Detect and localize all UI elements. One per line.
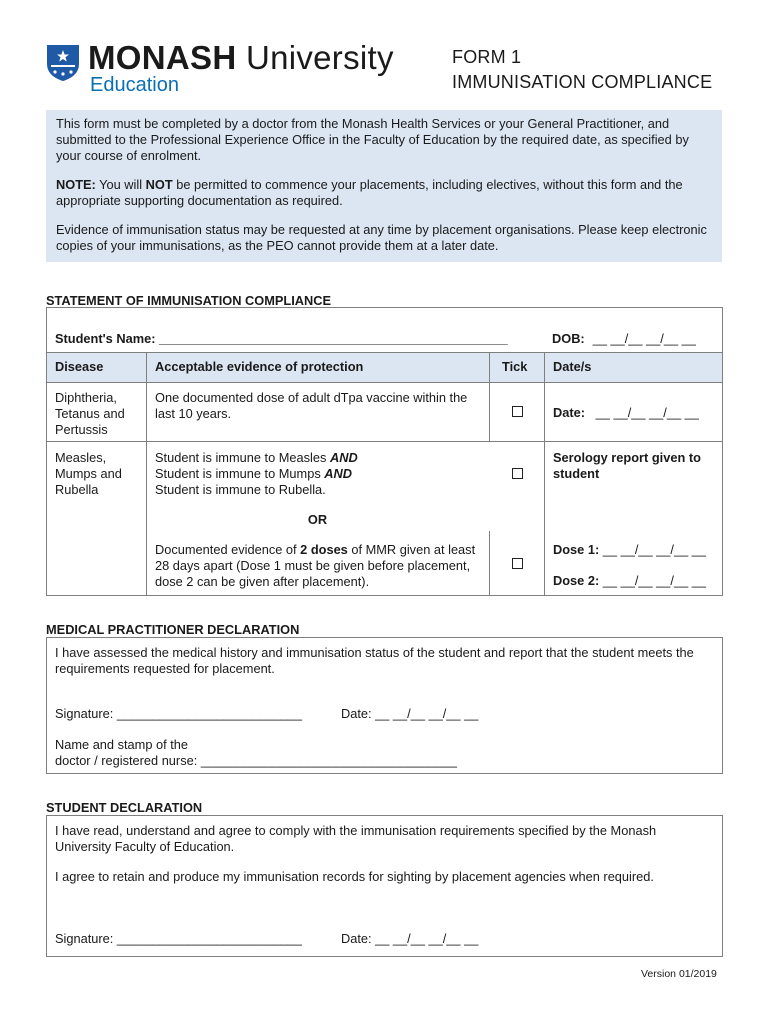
tick-checkbox-dtp[interactable]: [512, 406, 523, 417]
column-header-dates: Date/s: [553, 359, 592, 374]
doctor-name-stamp-field[interactable]: Name and stamp of the doctor / registered nurse: ____________________________________: [55, 737, 458, 768]
disease-mmr: Measles, Mumps and Rubella: [55, 450, 122, 497]
tick-checkbox-serology[interactable]: [512, 468, 523, 479]
table-header: [47, 352, 722, 382]
divider: [47, 382, 722, 383]
medical-declaration-text: I have assessed the medical history and immunisation status of the student and report that the student meets the requirements requested for placement.: [55, 645, 694, 676]
column-header-tick: Tick: [502, 359, 528, 374]
tick-checkbox-mmr-doses[interactable]: [512, 558, 523, 569]
or-separator: OR: [307, 512, 328, 527]
form-title: [452, 45, 712, 95]
dob-field[interactable]: DOB: __ __/__ __/__ __: [552, 331, 696, 346]
dose2-field[interactable]: Dose 2: __ __/__ __/__ __: [553, 573, 706, 588]
medical-heading: MEDICAL PRACTITIONER DECLARATION: [46, 622, 300, 637]
evidence-dtp: One documented dose of adult dTpa vaccine within the last 10 years.: [155, 390, 468, 421]
intro-box: [46, 110, 722, 262]
divider: [47, 441, 722, 442]
medical-signature-field[interactable]: Signature: __________________________: [55, 706, 302, 721]
medical-date-field[interactable]: Date: __ __/__ __/__ __: [341, 706, 479, 721]
date-field-dtp[interactable]: Date: __ __/__ __/__ __: [553, 405, 699, 420]
dose1-field[interactable]: Dose 1: __ __/__ __/__ __: [553, 542, 706, 557]
logo-education: Education: [90, 74, 179, 96]
column-divider: [146, 352, 147, 595]
intro-note: NOTE: You will NOT be permitted to commence your placements, including electives, without this form and the appropriate supporting documentation as required.: [56, 177, 683, 208]
student-signature-field[interactable]: Signature: __________________________: [55, 931, 302, 946]
student-records-text: I agree to retain and produce my immunisation records for sighting by placement agencies when required.: [55, 869, 654, 884]
student-date-field[interactable]: Date: __ __/__ __/__ __: [341, 931, 479, 946]
intro-evidence: Evidence of immunisation status may be requested at any time by placement organisations. Please keep electronic copies of your immunisations, as the PEO cannot provide them at a later date.: [56, 222, 707, 253]
monash-crest-icon: [46, 44, 80, 82]
logo-wordmark: MONASH University: [88, 39, 394, 76]
column-header-disease: Disease: [55, 359, 104, 374]
column-header-evidence: Acceptable evidence of protection: [155, 359, 364, 374]
column-divider: [544, 352, 545, 595]
student-heading: STUDENT DECLARATION: [46, 800, 203, 815]
serology-field[interactable]: Serology report given to student: [553, 450, 701, 481]
intro-paragraph: This form must be completed by a doctor from the Monash Health Services or your General Practitioner, and submitted to the Professional Experience Office in the Faculty of Education by the required date, as specified by your course of enrolment.: [56, 116, 689, 163]
disease-dtp: Diphtheria, Tetanus and Pertussis: [55, 390, 125, 437]
student-name-field[interactable]: Student's Name: _________________________________________________: [55, 331, 508, 346]
statement-heading: STATEMENT OF IMMUNISATION COMPLIANCE: [46, 293, 332, 308]
version-label: Version 01/2019: [641, 968, 717, 980]
column-divider: [489, 352, 490, 441]
evidence-mmr-doses: Documented evidence of 2 doses of MMR given at least 28 days apart (Dose 1 must be given before placement, dose 2 can be given after placement).: [155, 542, 476, 589]
evidence-mmr-immune: Student is immune to Measles AND Student is immune to Mumps AND Student is immune to Rubella.: [155, 450, 358, 497]
form-name: IMMUNISATION COMPLIANCE: [452, 72, 713, 92]
form-number: FORM 1: [452, 47, 522, 67]
column-divider: [489, 531, 490, 595]
divider: [47, 352, 722, 353]
student-declaration-text: I have read, understand and agree to comply with the immunisation requirements specified by the Monash University Faculty of Education.: [55, 823, 657, 854]
